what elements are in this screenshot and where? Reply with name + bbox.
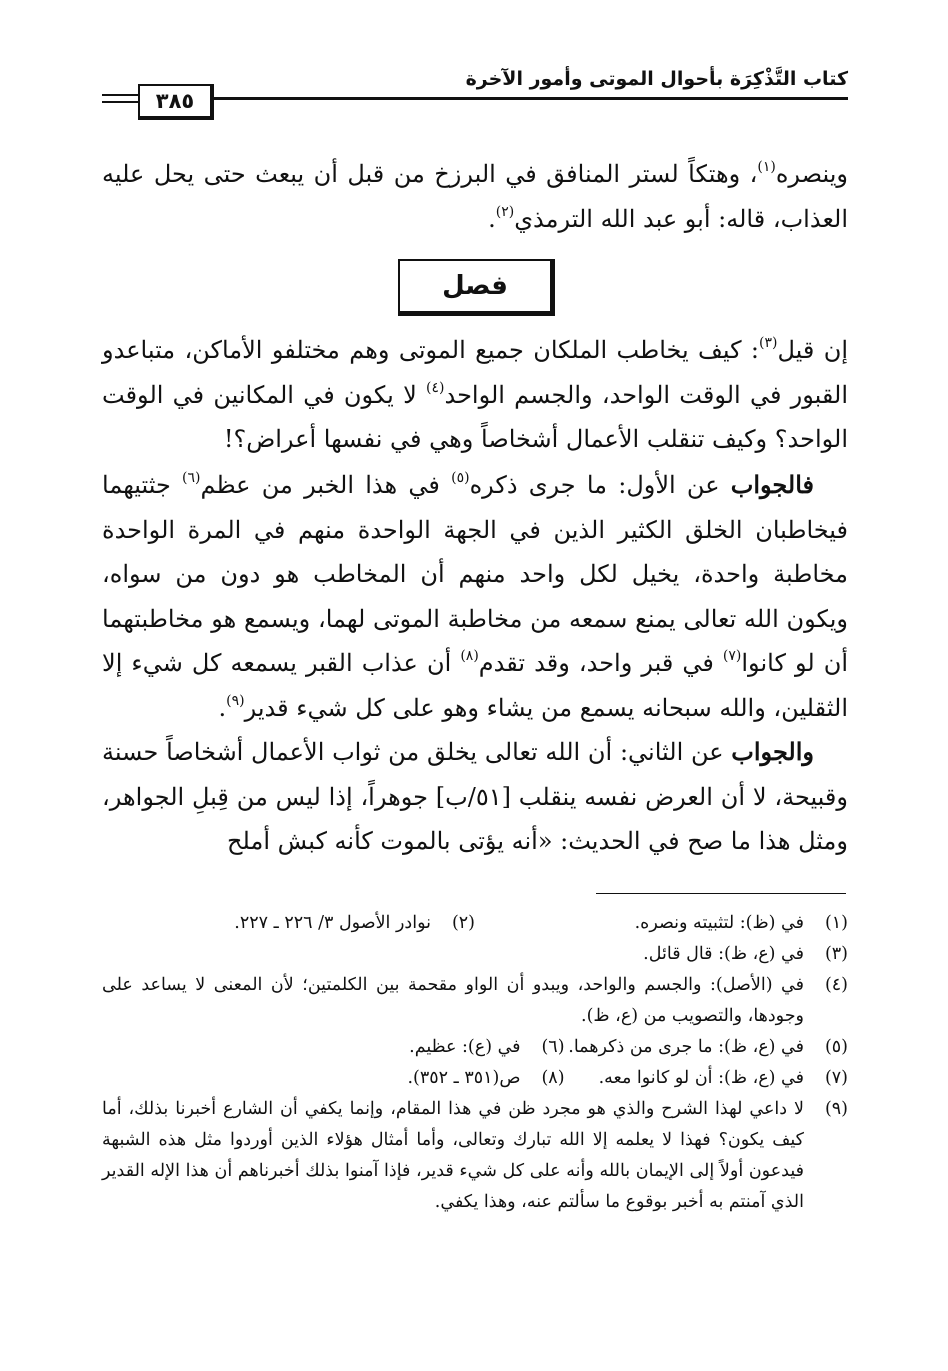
footnote-ref-3: (٣) (759, 335, 778, 351)
paragraph-1 (102, 152, 848, 241)
paragraph-3-text-a: عن الأول: ما جرى ذكره (469, 471, 731, 499)
footnote-ref-1: (١) (757, 159, 776, 175)
footnote-ref-9: (٩) (226, 692, 245, 709)
footnotes (102, 908, 848, 1218)
footnote-2 (102, 908, 475, 939)
footnote-7 (565, 1063, 848, 1094)
footnote-ref-8: (٨) (460, 648, 479, 664)
footnote-row-1-2 (102, 908, 848, 939)
paragraph-2-text-a: إن قيل (777, 336, 849, 364)
footnote-ref-2: (٢) (495, 203, 515, 220)
footnote-3 (475, 939, 848, 970)
footnote-8 (192, 1063, 565, 1094)
footnote-text: ص(٣٥١ ـ ٣٥٢). (407, 1068, 521, 1088)
footnote-number: (٧) (824, 1068, 848, 1088)
paragraph-1-text-c: . (488, 204, 496, 233)
footnote-ref-5: (٥) (451, 470, 470, 486)
header-rule (212, 97, 848, 100)
footnote-number: (١) (824, 913, 848, 933)
header-rule-left-bottom (102, 101, 138, 103)
paragraph-4-lead-word: والجواب (731, 737, 815, 766)
footnote-row-5-6 (102, 1032, 848, 1063)
footnote-number: (٤) (824, 975, 848, 995)
footnote-number: (٩) (824, 1099, 848, 1119)
footnote-text: لا داعي لهذا الشرح والذي هو مجرد ظن في هذا المقام، وإنما يكفي أن الشارع أخبرنا بذلك، أما كيف يكون؟ فهذا لا يعلمه إلا الله تبارك وتعالى، وأما أمثال هؤلاء الذين أوردوا مثل هذه الشبهة فيدعون أولاً إلى الإيمان بالله وأنه على كل شيء قدير، فإذا آمنوا بذلك أخبرناهم أن هذا الإله القدير الذي آمنتم به أخبر بوقوع ما سألتم عنه، وهذا يكفي. (102, 1099, 804, 1212)
footnote-row-7-8 (102, 1063, 848, 1094)
footnote-ref-7: (٧) (722, 648, 742, 664)
paragraph-3-text-f: . (218, 693, 227, 722)
footnote-text: في (ع، ظ): ما جرى من ذكرهما. (568, 1037, 804, 1057)
paragraph-3-lead-word: فالجواب (730, 470, 814, 499)
footnote-separator (596, 893, 846, 894)
paragraph-2-text-b: : كيف يخاطب الملكان جميع الموتى وهم مختلفو الأماكن، متباعدو القبور في الوقت الواحد، والجسم الواحد (102, 336, 849, 409)
footnote-row-3 (102, 939, 848, 970)
paragraph-4-text: عن الثاني: أن الله تعالى يخلق من ثواب الأعمال أشخاصاً حسنة وقبيحة، لا أن العرض نفسه ينقلب [٥١/ب] جوهراً، إذا ليس من قِبلِ الجواهر، ومثل هذا ما صح في الحديث: «أنه يؤتى بالموت كأنه كبش أملح (102, 738, 848, 855)
footnote-text: في (الأصل): والجسم والواحد، ويبدو أن الواو مقحمة بين الكلمتين؛ لأن المعنى لا يساعد على وجودها، والتصويب من (ع، ظ). (102, 975, 804, 1026)
footnote-number: (٣) (824, 944, 848, 964)
footnote-text: نوادر الأصول ٣/ ٢٢٦ ـ ٢٢٧. (234, 913, 431, 933)
paragraph-3-text-e: أن عذاب القبر يسمعه كل شيء إلا الثقلين، والله سبحانه يسمع من يشاء وهو على كل شيء قدير (102, 649, 848, 722)
footnote-text: في (ع، ظ): قال قائل. (643, 944, 804, 964)
footnote-text: في (ظ): لتثبيته ونصره. (634, 913, 804, 933)
footnote-number: (٥) (824, 1037, 848, 1057)
paragraph-1-text-a: وينصره (775, 160, 848, 188)
footnote-number: (٢) (451, 913, 475, 933)
footnote-text: في (ع، ظ): أن لو كانوا معه. (598, 1068, 804, 1088)
paragraph-3 (102, 463, 848, 730)
footnote-6 (192, 1032, 565, 1063)
paragraph-2-text-c: لا يكون في المكانين في الوقت الواحد؟ وكيف تنقلب الأعمال أشخاصاً وهي في نفسها أعراض؟! (102, 380, 848, 453)
section-heading: فصل (398, 259, 555, 316)
header-rule-left-top (102, 94, 138, 96)
paragraph-2 (102, 328, 848, 462)
page-number: ٣٨٥ (138, 84, 214, 120)
footnote-ref-6: (٦) (182, 470, 201, 486)
paragraph-3-text-d: في قبر واحد، وقد تقدم (478, 649, 723, 677)
footnote-1 (475, 908, 848, 939)
footnote-ref-4: (٤) (426, 379, 445, 396)
paragraph-3-text-c: جثتيهما فيخاطبان الخلق الكثير الذين في الجهة الواحدة منهم في المرة الواحدة مخاطبة واحدة، يخيل لكل واحد منهم أن المخاطب هو دون من سواه، ويكون الله تعالى يمنع سمعه من مخاطبة الموتى لهما، ويسمع هو مخاطبتهما أن لو كانوا (102, 471, 849, 677)
footnote-text: في (ع): عظيم. (409, 1037, 521, 1057)
footnote-4 (102, 970, 848, 1032)
footnote-number: (٦) (541, 1037, 565, 1057)
paragraph-3-text-b: في هذا الخبر من عظم (200, 471, 452, 499)
paragraph-1-text-b: ، وهتكاً لستر المنافق في البرزخ من قبل أن يبعث حتى يحل عليه العذاب، قاله: أبو عبد الله الترمذي (102, 160, 848, 233)
paragraph-4 (102, 730, 848, 864)
running-header-title: كتاب التَّذْكِرَة بأحوال الموتى وأمور الآخرة (465, 68, 848, 90)
footnote-5 (565, 1032, 848, 1063)
footnote-number: (٨) (541, 1068, 565, 1088)
footnote-9 (102, 1094, 848, 1218)
